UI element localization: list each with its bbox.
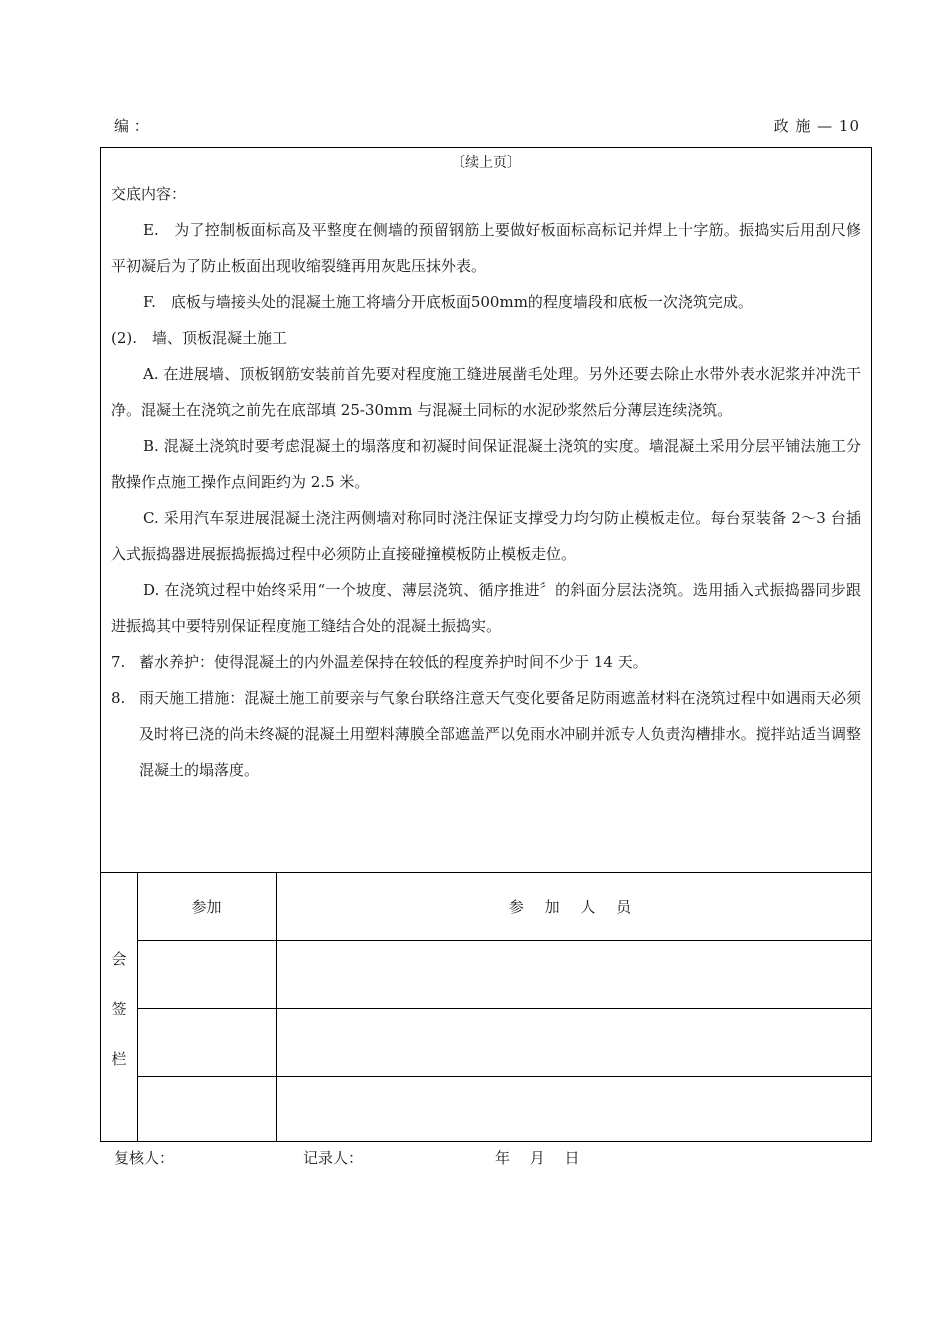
- sign-label-char: 栏: [111, 1050, 127, 1068]
- list-item: [111, 680, 861, 788]
- table-cell[interactable]: [277, 941, 871, 1008]
- subsection-heading: (2). 墙、顶板混凝土施工: [111, 329, 288, 347]
- list-item-number: 8.: [111, 689, 126, 707]
- sign-label-char: 签: [111, 1000, 127, 1018]
- table-cell[interactable]: [277, 1077, 871, 1142]
- reviewer-label: 复核人：: [114, 1149, 175, 1167]
- list-item-text: 蓄水养护：使得混凝土的内外温差保持在较低的程度养护时间不少于 14 天。: [139, 653, 648, 671]
- document-code: 政 施 — 10: [773, 117, 860, 135]
- table-cell[interactable]: [277, 1009, 871, 1076]
- col-participate-header: 参加: [137, 873, 277, 940]
- paragraph-a: A. 在进展墙、顶板钢筋安装前首先要对程度施工缝进展凿毛处理。另外还要去除止水带外表水泥浆并冲洗干净。混凝土在浇筑之前先在底部填 25-30mm 与混凝土同标的水泥砂浆然后分薄层连续浇筑。: [111, 365, 861, 419]
- date-label: 年 月 日: [495, 1149, 580, 1167]
- content-area: [101, 148, 871, 872]
- table-cell[interactable]: [137, 1077, 277, 1142]
- table-row: [137, 1077, 871, 1142]
- paragraph-c: C. 采用汽车泵进展混凝土浇注两侧墙对称同时浇注保证支撑受力均匀防止模板走位。每台泵装备 2～3 台插入式振捣器进展振捣振捣过程中必须防止直接碰撞模板防止模板走位。: [111, 509, 861, 563]
- continued-marker: 〔续上页〕: [451, 155, 521, 171]
- recorder-label: 记录人：: [303, 1149, 364, 1167]
- table-row: [137, 941, 871, 1009]
- table-header-row: [137, 873, 871, 941]
- section-label: 交底内容：: [111, 185, 187, 203]
- paragraph-b: B. 混凝土浇筑时要考虑混凝土的塌落度和初凝时间保证混凝土浇筑的实度。墙混凝土采用分层平铺法施工分散操作点施工操作点间距约为 2.5 米。: [111, 437, 861, 491]
- sign-label-char: 会: [111, 950, 127, 968]
- paragraph-e: E. 为了控制板面标高及平整度在侧墙的预留钢筋上要做好板面标高标记并焊上十字筋。振捣实后用刮尺修平初凝后为了防止板面出现收缩裂缝再用灰匙压抹外表。: [111, 221, 861, 275]
- paragraph-f: F. 底板与墙接头处的混凝土施工将墙分开底板面500mm的程度墙段和底板一次浇筑完成。: [143, 293, 753, 311]
- table-row: [137, 1009, 871, 1077]
- signature-table: [101, 872, 871, 1142]
- header-editor-label: 编 ：: [114, 117, 149, 135]
- disclosure-form: [100, 147, 872, 1142]
- disclosure-body: [111, 176, 861, 788]
- col-participants-header: 参 加 人 员: [508, 898, 640, 916]
- paragraph-d: D. 在浇筑过程中始终采用“一个坡度、薄层浇筑、循序推进〞的斜面分层法浇筑。选用插入式振捣器同步跟进振捣其中要特别保证程度施工缝结合处的混凝土振捣实。: [111, 581, 861, 635]
- list-item: [111, 644, 861, 680]
- table-cell[interactable]: [137, 941, 277, 1008]
- signature-label-column: [101, 873, 138, 1142]
- table-cell[interactable]: [137, 1009, 277, 1076]
- list-item-text: 雨天施工措施：混凝土施工前要亲与气象台联络注意天气变化要备足防雨遮盖材料在浇筑过程中如遇雨天必须及时将已浇的尚未终凝的混凝土用塑料薄膜全部遮盖严以免雨水冲刷并派专人负责沟槽排水。搅拌站适当调整混凝土的塌落度。: [139, 689, 861, 779]
- list-item-number: 7.: [111, 653, 126, 671]
